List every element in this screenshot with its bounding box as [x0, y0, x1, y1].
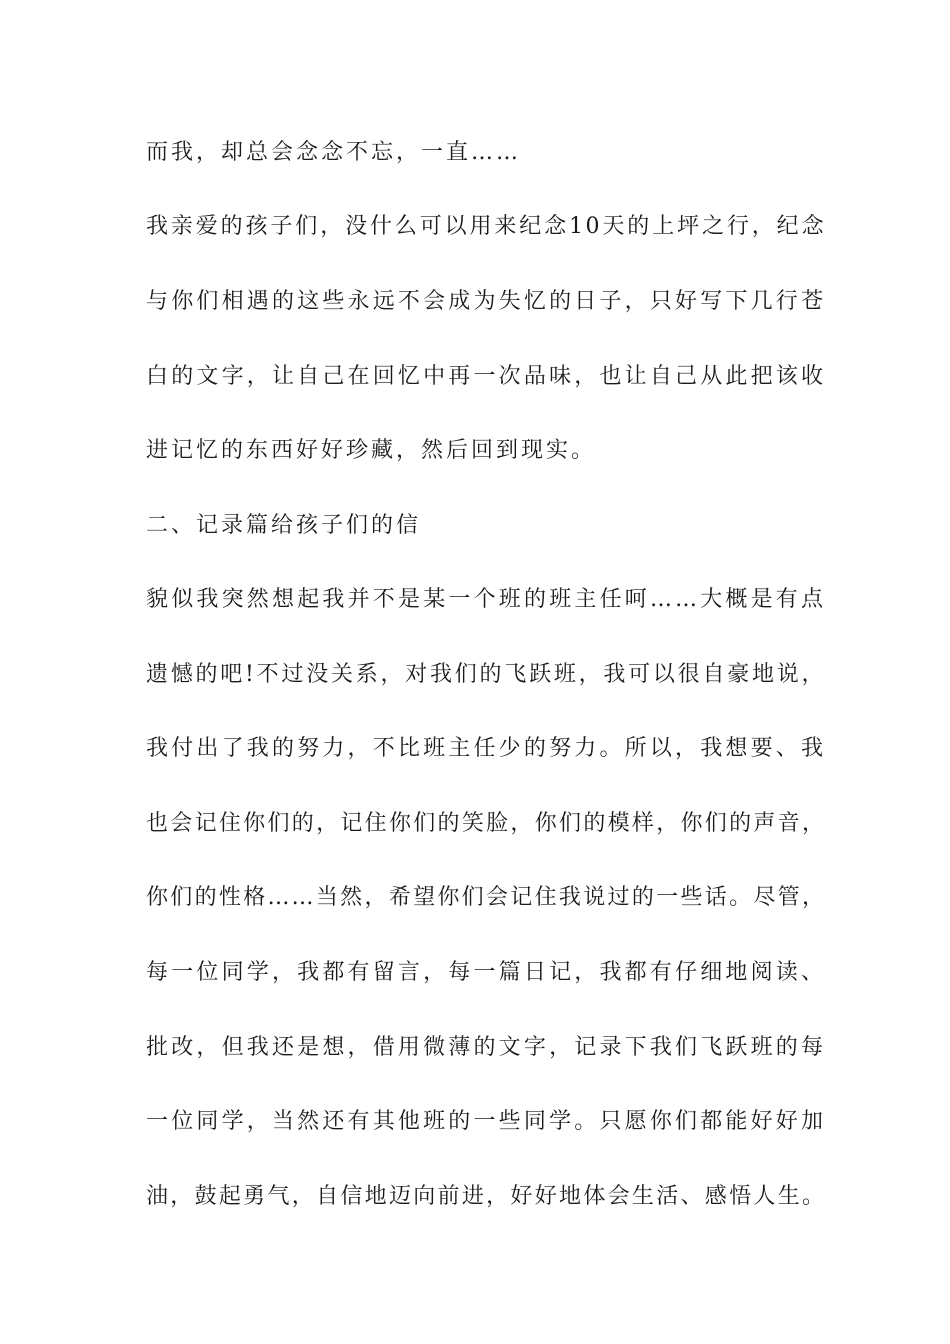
text-line: 批改，但我还是想，借用微薄的文字，记录下我们飞跃班的每 — [146, 1035, 826, 1060]
text-line: 我付出了我的努力，不比班主任少的努力。所以，我想要、我 — [146, 736, 826, 761]
text-line: 与你们相遇的这些永远不会成为失忆的日子，只好写下几行苍 — [146, 289, 826, 314]
text-line: 也会记住你们的，记住你们的笑脸，你们的模样，你们的声音， — [146, 811, 826, 836]
text-line: 白的文字，让自己在回忆中再一次品味，也让自己从此把该收 — [146, 364, 826, 389]
text-line: 而我，却总会念念不忘，一直…… — [146, 140, 522, 165]
text-line: 貌似我突然想起我并不是某一个班的班主任呵……大概是有点 — [146, 587, 826, 612]
text-line: 一位同学，当然还有其他班的一些同学。只愿你们都能好好加 — [146, 1109, 826, 1134]
text-line: 你们的性格……当然，希望你们会记住我说过的一些话。尽管， — [146, 885, 826, 910]
text-line: 每一位同学，我都有留言，每一篇日记，我都有仔细地阅读、 — [146, 960, 826, 985]
text-line: 进记忆的东西好好珍藏，然后回到现实。 — [146, 438, 597, 463]
section-heading: 二、记录篇给孩子们的信 — [146, 513, 422, 538]
text-line: 我亲爱的孩子们，没什么可以用来纪念10天的上坪之行，纪念 — [146, 214, 826, 239]
text-line: 遗憾的吧!不过没关系，对我们的飞跃班，我可以很自豪地说， — [146, 662, 826, 687]
text-line: 油，鼓起勇气，自信地迈向前进，好好地体会生活、感悟人生。 — [146, 1184, 826, 1209]
